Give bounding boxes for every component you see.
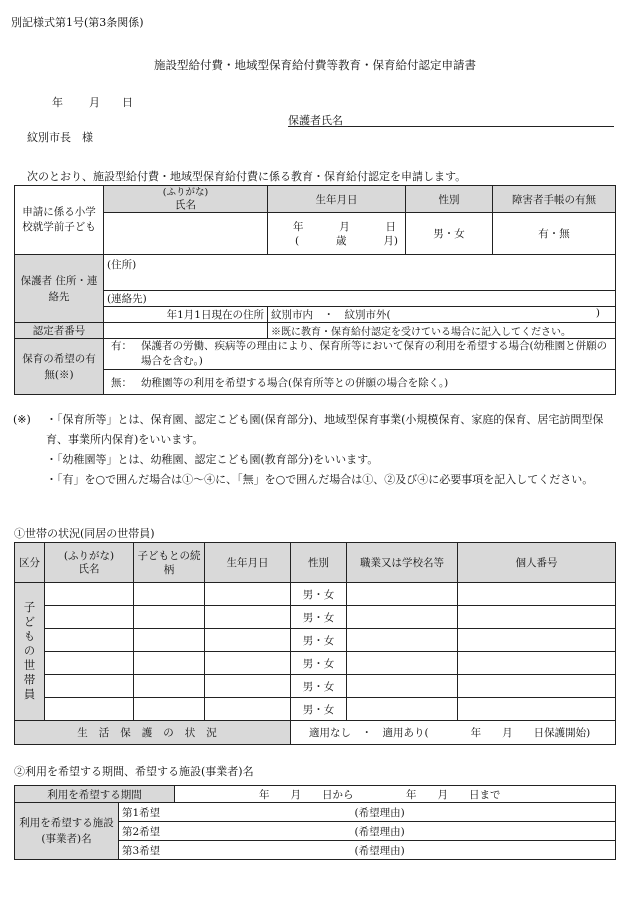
hh-name-cell[interactable] bbox=[45, 698, 134, 721]
birthdate-header: 生年月日 bbox=[268, 186, 406, 213]
hh-gender-header: 性別 bbox=[291, 543, 347, 583]
wish-row-1[interactable] bbox=[119, 803, 616, 822]
child-gender-option[interactable]: 男・女 bbox=[406, 213, 493, 255]
age-month-unit: 月) bbox=[383, 234, 398, 247]
age-unit: 歳 bbox=[336, 234, 347, 247]
hh-gender-option[interactable]: 男・女 bbox=[291, 583, 347, 606]
hh-relation-cell[interactable] bbox=[134, 629, 205, 652]
jan1-label: 年1月1日現在の住所 bbox=[104, 307, 268, 323]
note-2: ・「幼稚園等」とは、幼稚園、認定こども園(教育部分)をいいます。 bbox=[46, 453, 379, 466]
cert-number-cell[interactable] bbox=[104, 323, 268, 339]
date-year: 年 bbox=[52, 96, 63, 109]
hh-id-cell[interactable] bbox=[458, 629, 616, 652]
contact-cell[interactable] bbox=[104, 291, 616, 307]
name-label: 氏名 bbox=[175, 199, 196, 211]
note-3: ・「有」を○で囲んだ場合は①～④に、「無」を○で囲んだ場合は①、②及び④に必要事項を記入してください。 bbox=[46, 473, 594, 486]
applicant-table bbox=[14, 185, 616, 395]
day-unit: 日 bbox=[385, 220, 396, 233]
hh-id-cell[interactable] bbox=[458, 698, 616, 721]
disability-header: 障害者手帳の有無 bbox=[493, 186, 616, 213]
facility-table bbox=[14, 785, 616, 860]
hh-relation-cell[interactable] bbox=[134, 652, 205, 675]
notes-mark: (※) bbox=[13, 413, 31, 426]
hh-relation-cell[interactable] bbox=[134, 675, 205, 698]
guardian-label: 保護者 住所・連絡先 bbox=[15, 255, 104, 323]
section1-title: ①世帯の状況(同居の世帯員) bbox=[14, 527, 155, 540]
residence-cell[interactable] bbox=[268, 307, 616, 323]
hh-relation-cell[interactable] bbox=[134, 606, 205, 629]
hh-job-cell[interactable] bbox=[347, 675, 458, 698]
facility-label: 利用を希望する施設(事業者)名 bbox=[15, 803, 119, 860]
hh-gender-option[interactable]: 男・女 bbox=[291, 698, 347, 721]
contact-label: (連絡先) bbox=[107, 293, 147, 305]
wish-1-label: 第1希望 bbox=[122, 806, 161, 819]
hh-id-cell[interactable] bbox=[458, 583, 616, 606]
child-name-cell[interactable] bbox=[104, 213, 268, 255]
wish-label: 保育の希望の有無(※) bbox=[15, 339, 104, 395]
cert-note: ※既に教育・保育給付認定を受けている場合に記入してください。 bbox=[268, 323, 616, 339]
child-label: 申請に係る小学校就学前子ども bbox=[15, 186, 104, 255]
hh-birth-cell[interactable] bbox=[205, 583, 291, 606]
guardian-name-line[interactable] bbox=[288, 112, 614, 127]
welfare-label: 生活保護の状況 bbox=[15, 721, 291, 745]
hh-job-cell[interactable] bbox=[347, 652, 458, 675]
hh-birth-header: 生年月日 bbox=[205, 543, 291, 583]
hh-name-cell[interactable] bbox=[45, 629, 134, 652]
hh-relation-cell[interactable] bbox=[134, 583, 205, 606]
hh-birth-cell[interactable] bbox=[205, 675, 291, 698]
hh-relation-cell[interactable] bbox=[134, 698, 205, 721]
page-title: 施設型給付費・地域型保育給付費等教育・保育給付認定申請書 bbox=[154, 58, 476, 72]
hh-name-cell[interactable] bbox=[45, 606, 134, 629]
wish-no-option[interactable]: 無： bbox=[111, 376, 132, 389]
household-side-text: 子どもの世帯員 bbox=[22, 600, 37, 703]
wish-row-3[interactable] bbox=[119, 841, 616, 860]
hh-id-cell[interactable] bbox=[458, 652, 616, 675]
date-day: 日 bbox=[122, 96, 133, 109]
job-header: 職業又は学校名等 bbox=[347, 543, 458, 583]
furigana-label: (ふりがな) bbox=[162, 187, 209, 198]
hh-job-cell[interactable] bbox=[347, 629, 458, 652]
wish-2-reason: (希望理由) bbox=[354, 825, 405, 838]
hh-birth-cell[interactable] bbox=[205, 652, 291, 675]
hh-id-cell[interactable] bbox=[458, 606, 616, 629]
hh-birth-cell[interactable] bbox=[205, 629, 291, 652]
wish-yes-row[interactable] bbox=[104, 339, 616, 370]
hh-name-cell[interactable] bbox=[45, 675, 134, 698]
id-header: 個人番号 bbox=[458, 543, 616, 583]
hh-birth-cell[interactable] bbox=[205, 606, 291, 629]
hh-gender-option[interactable]: 男・女 bbox=[291, 675, 347, 698]
wish-3-reason: (希望理由) bbox=[354, 844, 405, 857]
month-unit: 月 bbox=[339, 220, 350, 233]
hh-id-cell[interactable] bbox=[458, 675, 616, 698]
hh-name-cell[interactable] bbox=[45, 652, 134, 675]
hh-job-cell[interactable] bbox=[347, 698, 458, 721]
wish-1-reason: (希望理由) bbox=[354, 806, 405, 819]
note-1: ・「保育所等」とは、保育園、認定こども園(保育部分)、地域型保育事業(小規模保育、家庭的保育、居宅訪問型保育、事業所内保育)をいいます。 bbox=[46, 413, 604, 446]
hh-name-label: 氏名 bbox=[78, 562, 100, 575]
hh-furigana-label: (ふりがな) bbox=[63, 549, 115, 562]
hh-gender-option[interactable]: 男・女 bbox=[291, 629, 347, 652]
hh-job-cell[interactable] bbox=[347, 583, 458, 606]
name-header bbox=[104, 186, 268, 213]
household-side-label bbox=[15, 583, 45, 721]
relation-header: 子どもとの続柄 bbox=[134, 543, 205, 583]
wish-3-label: 第3希望 bbox=[122, 844, 161, 857]
age-open-paren: ( bbox=[295, 234, 300, 247]
cert-number-label: 認定者番号 bbox=[15, 323, 104, 339]
guardian-name-label: 保護者氏名 bbox=[288, 114, 343, 127]
wish-no-row[interactable] bbox=[104, 370, 616, 395]
disability-option[interactable]: 有・無 bbox=[493, 213, 616, 255]
gender-header: 性別 bbox=[406, 186, 493, 213]
period-label: 利用を希望する期間 bbox=[15, 786, 175, 803]
addressee: 紋別市長 様 bbox=[27, 131, 93, 144]
child-birthdate-cell[interactable] bbox=[268, 213, 406, 255]
hh-gender-option[interactable]: 男・女 bbox=[291, 606, 347, 629]
wish-yes-text: 保護者の労働、疾病等の理由により、保育所等において保育の利用を希望する場合(幼稚園と併願の場合を含む。) bbox=[141, 340, 608, 367]
wish-no-text: 幼稚園等の利用を希望する場合(保育所等との併願の場合を除く。) bbox=[141, 376, 449, 389]
welfare-value[interactable]: 適用なし ・ 適用あり( 年 月 日保護開始) bbox=[291, 721, 616, 745]
hh-gender-option[interactable]: 男・女 bbox=[291, 652, 347, 675]
address-label: (住所) bbox=[107, 259, 137, 271]
hh-name-cell[interactable] bbox=[45, 583, 134, 606]
hh-job-cell[interactable] bbox=[347, 606, 458, 629]
form-number: 別記様式第1号(第3条関係) bbox=[11, 16, 144, 29]
hh-birth-cell[interactable] bbox=[205, 698, 291, 721]
residence-options: 紋別市内 ・ 紋別市外( bbox=[271, 309, 391, 321]
year-unit: 年 bbox=[293, 220, 304, 233]
intro-text: 次のとおり、施設型給付費・地域型保育給付費に係る教育・保育給付認定を申請します。 bbox=[27, 170, 467, 183]
address-cell[interactable] bbox=[104, 255, 616, 291]
wish-2-label: 第2希望 bbox=[122, 825, 161, 838]
period-value[interactable]: 年 月 日から 年 月 日まで bbox=[175, 786, 616, 803]
wish-row-2[interactable] bbox=[119, 822, 616, 841]
residence-close-paren: ) bbox=[595, 307, 600, 319]
wish-yes-option[interactable]: 有： bbox=[111, 340, 132, 352]
section2-title: ②利用を希望する期間、希望する施設(事業者)名 bbox=[14, 765, 254, 778]
household-table bbox=[14, 542, 616, 745]
kubun-header: 区分 bbox=[15, 543, 45, 583]
hh-name-header bbox=[45, 543, 134, 583]
date-month: 月 bbox=[89, 96, 100, 109]
